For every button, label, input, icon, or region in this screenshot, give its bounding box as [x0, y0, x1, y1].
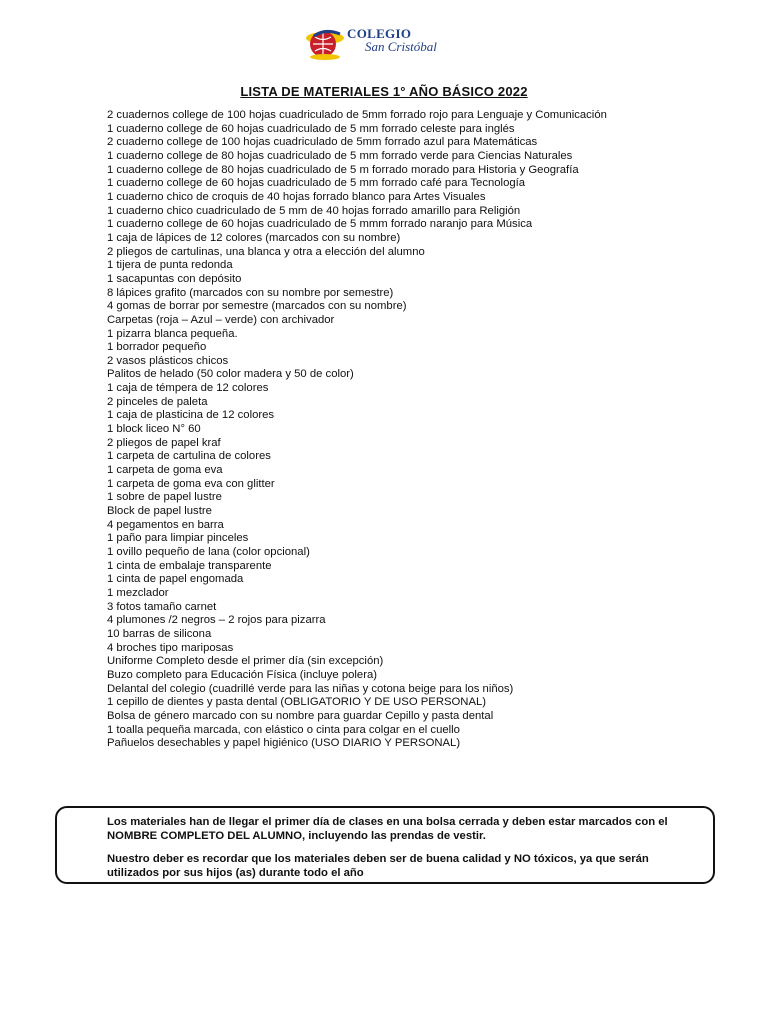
material-item: 1 cuaderno college de 60 hojas cuadriculado de 5 mmm forrado naranjo para Música	[107, 218, 533, 231]
material-item: Block de papel lustre	[107, 505, 212, 518]
material-item: 3 fotos tamaño carnet	[107, 600, 217, 613]
notice-paragraph-marking: Los materiales han de llegar el primer día de clases en una bolsa cerrada y deben estar marcados con el NOMBRE COMPLETO DEL ALUMNO, incluyendo las prendas de vestir.	[107, 816, 668, 842]
material-item: 1 caja de lápices de 12 colores (marcados con su nombre)	[107, 231, 401, 244]
material-item: 1 carpeta de goma eva con glitter	[107, 477, 275, 490]
material-item: 1 cinta de papel engomada	[107, 573, 244, 586]
material-item: 1 cuaderno college de 60 hojas cuadriculado de 5 mm forrado café para Tecnología	[107, 177, 526, 190]
material-item: Buzo completo para Educación Física (incluye polera)	[107, 668, 378, 681]
logo-text-school-name: San Cristóbal	[365, 39, 437, 54]
material-item: 1 cuaderno college de 60 hojas cuadriculado de 5 mm forrado celeste para inglés	[107, 122, 515, 135]
material-item: 2 cuadernos college de 100 hojas cuadriculado de 5mm forrado rojo para Lenguaje y Comunicación	[107, 109, 607, 121]
notice-box	[55, 806, 715, 884]
material-item: 4 plumones /2 negros – 2 rojos para pizarra	[107, 614, 326, 627]
material-item: 1 cinta de embalaje transparente	[107, 559, 272, 572]
material-item: Bolsa de género marcado con su nombre para guardar Cepillo y pasta dental	[107, 709, 494, 722]
material-item: 4 gomas de borrar por semestre (marcados con su nombre)	[107, 300, 407, 313]
material-item: 1 sacapuntas con depósito	[107, 272, 242, 285]
material-item: 2 pliegos de papel kraf	[107, 436, 221, 449]
material-item: Carpetas (roja – Azul – verde) con archivador	[107, 313, 335, 326]
material-item: 1 carpeta de goma eva	[107, 464, 223, 477]
material-item: 1 paño para limpiar pinceles	[107, 532, 249, 545]
material-item: 1 caja de plasticina de 12 colores	[107, 409, 275, 422]
material-item: 1 cepillo de dientes y pasta dental (OBLIGATORIO Y DE USO PERSONAL)	[107, 696, 487, 709]
material-item: 2 pinceles de paleta	[107, 395, 208, 408]
material-item: 1 carpeta de cartulina de colores	[107, 450, 271, 463]
materials-list	[107, 109, 627, 751]
material-item: 2 cuaderno college de 100 hojas cuadriculado de 5mm forrado azul para Matemáticas	[107, 136, 538, 149]
material-item: 4 broches tipo mariposas	[107, 641, 234, 654]
material-item: Palitos de helado (50 color madera y 50 de color)	[107, 368, 354, 381]
material-item: Delantal del colegio (cuadrillé verde para las niñas y cotona beige para los niños)	[107, 682, 514, 695]
material-item: Uniforme Completo desde el primer día (sin excepción)	[107, 655, 384, 668]
material-item: 1 borrador pequeño	[107, 341, 207, 354]
material-item: 1 cuaderno college de 80 hojas cuadriculado de 5 mm forrado verde para Ciencias Naturales	[107, 149, 573, 162]
page-title: LISTA DE MATERIALES 1° AÑO BÁSICO 2022	[240, 84, 528, 99]
school-logo	[305, 22, 465, 62]
material-item: 2 pliegos de cartulinas, una blanca y otra a elección del alumno	[107, 245, 425, 258]
notice-paragraph-quality: Nuestro deber es recordar que los materiales deben ser de buena calidad y NO tóxicos, ya que serán utilizados por sus hijos (as) durante todo el año	[107, 853, 649, 879]
material-item: 1 ovillo pequeño de lana (color opcional)	[107, 546, 310, 558]
material-item: 10 barras de silicona	[107, 627, 212, 640]
material-item: 4 pegamentos en barra	[107, 518, 224, 531]
material-item: 1 cuaderno college de 80 hojas cuadriculado de 5 m forrado morado para Historia y Geografía	[107, 163, 579, 176]
material-item: 1 tijera de punta redonda	[107, 259, 233, 272]
logo-text-colegio: COLEGIO	[347, 26, 412, 41]
material-item: 1 caja de témpera de 12 colores	[107, 382, 269, 395]
globe-emblem-icon	[305, 22, 349, 62]
material-item: 1 sobre de papel lustre	[107, 491, 222, 504]
material-item: 1 block liceo N° 60	[107, 423, 201, 436]
material-item: 1 cuaderno chico cuadriculado de 5 mm de 40 hojas forrado amarillo para Religión	[107, 204, 521, 217]
material-item: 8 lápices grafito (marcados con su nombre por semestre)	[107, 286, 394, 299]
material-item: 1 mezclador	[107, 586, 169, 599]
material-item: Pañuelos desechables y papel higiénico (USO DIARIO Y PERSONAL)	[107, 737, 461, 750]
material-item: 2 vasos plásticos chicos	[107, 354, 229, 367]
material-item: 1 pizarra blanca pequeña.	[107, 327, 238, 340]
material-item: 1 toalla pequeña marcada, con elástico o cinta para colgar en el cuello	[107, 723, 460, 736]
material-item: 1 cuaderno chico de croquis de 40 hojas forrado blanco para Artes Visuales	[107, 190, 486, 203]
